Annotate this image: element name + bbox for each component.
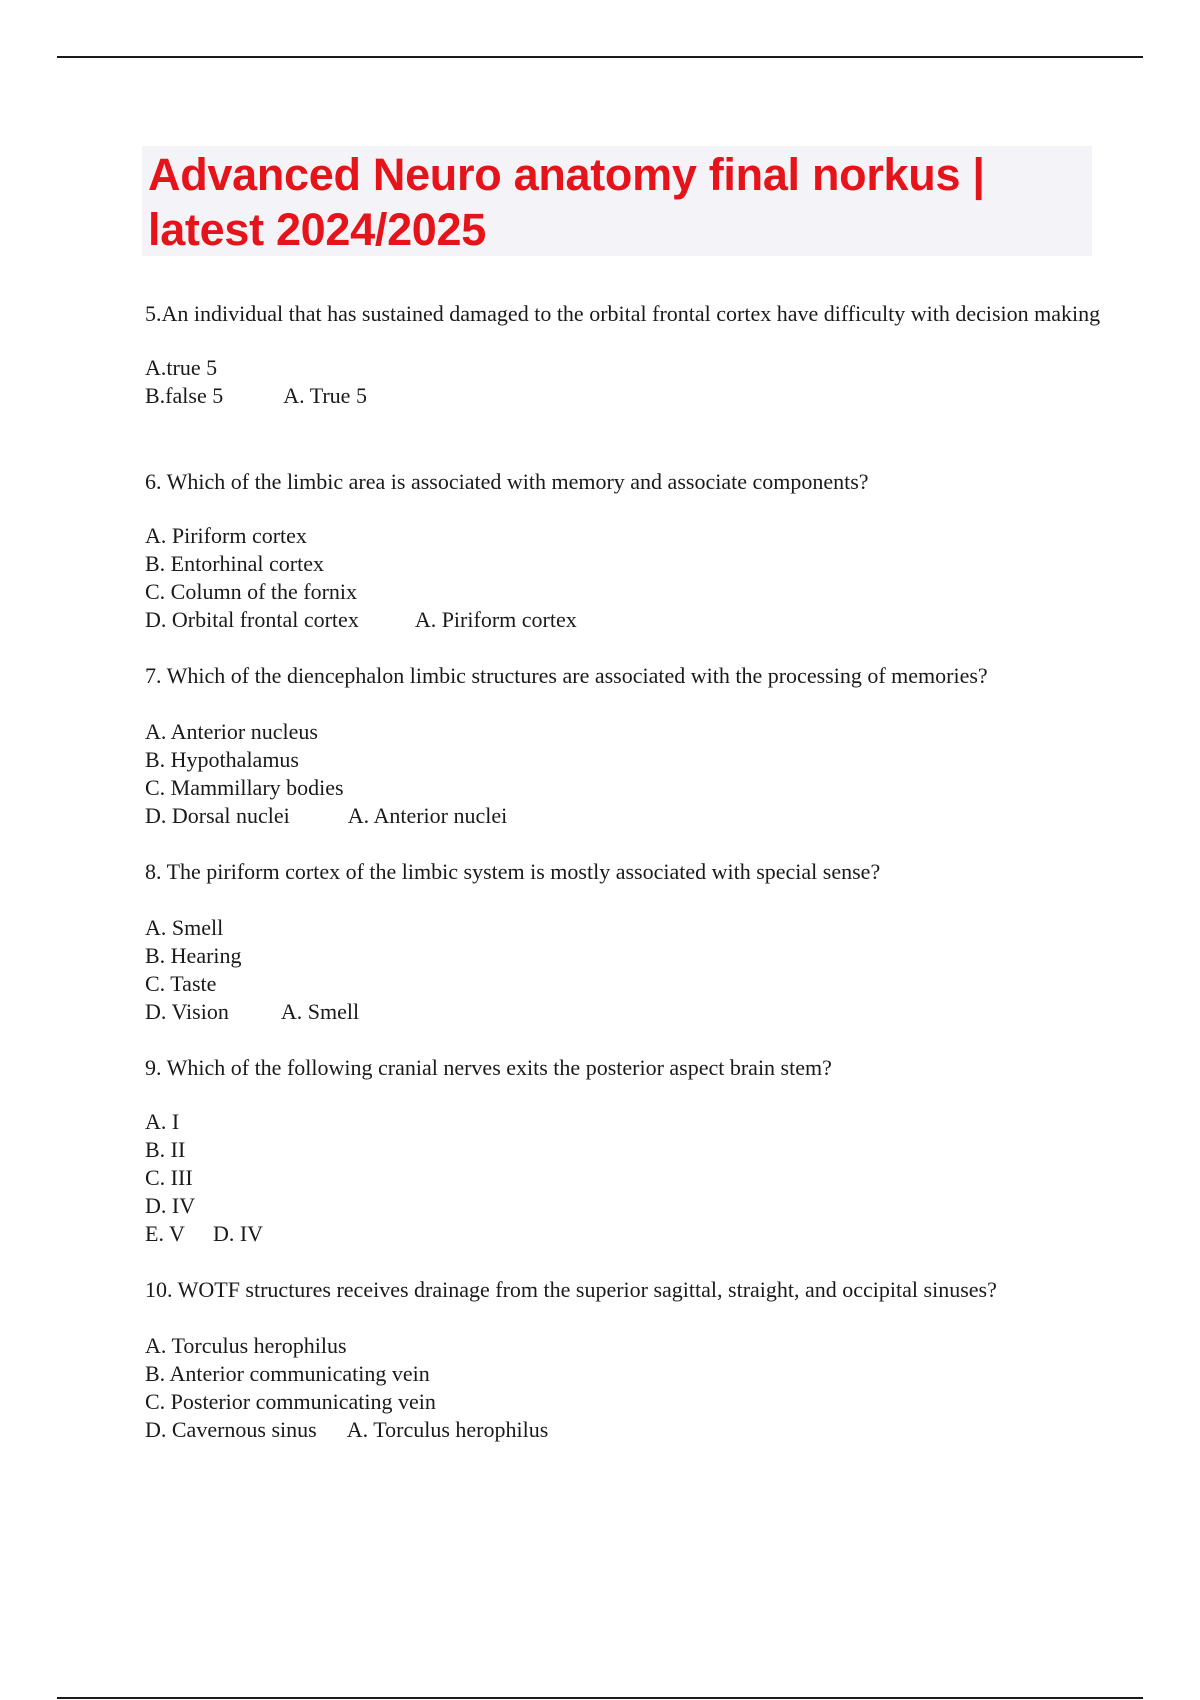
option-item: B. Hearing (145, 943, 242, 968)
option-item: C. Mammillary bodies (145, 775, 344, 800)
answer-text: A. Smell (280, 999, 360, 1024)
title-banner (142, 146, 1092, 256)
option-list (145, 914, 1105, 1026)
question-prompt: 8. The piriform cortex of the limbic system is mostly associated with special sense? (145, 859, 881, 884)
option-item: C. Taste (145, 971, 217, 996)
option-item: A. I (145, 1109, 180, 1134)
question-block (145, 300, 1105, 410)
option-item: B. Entorhinal cortex (145, 551, 325, 576)
option-text: D. Cavernous sinus (145, 1417, 317, 1442)
option-list (145, 354, 1105, 410)
footer-rule (57, 1697, 1143, 1699)
option-item: A.true 5 (145, 355, 218, 380)
option-item (145, 606, 1105, 634)
question-block (145, 1054, 1105, 1248)
question-prompt: 7. Which of the diencephalon limbic structures are associated with the processing of memories? (145, 663, 988, 688)
option-item: A. Anterior nucleus (145, 719, 318, 744)
answer-text: A. Torculus herophilus (346, 1417, 549, 1442)
option-item: B. Anterior communicating vein (145, 1361, 430, 1386)
question-prompt: 6. Which of the limbic area is associated with memory and associate components? (145, 469, 869, 494)
option-item: C. Posterior communicating vein (145, 1389, 436, 1414)
option-item (145, 998, 1105, 1026)
option-item: A. Smell (145, 915, 224, 940)
option-list (145, 1332, 1105, 1444)
option-text: D. Orbital frontal cortex (145, 607, 359, 632)
option-list (145, 522, 1105, 634)
question-prompt: 5.An individual that has sustained damaged to the orbital frontal cortex have difficulty with decision making (145, 301, 1101, 326)
question-prompt: 9. Which of the following cranial nerves exits the posterior aspect brain stem? (145, 1055, 832, 1080)
question-block (145, 468, 1105, 634)
answer-text: A. Anterior nuclei (347, 803, 508, 828)
option-item: C. III (145, 1165, 193, 1190)
option-item (145, 802, 1105, 830)
question-prompt: 10. WOTF structures receives drainage from the superior sagittal, straight, and occipital sinuses? (145, 1277, 997, 1302)
question-block (145, 858, 1105, 1026)
option-item (145, 1220, 1105, 1248)
question-block (145, 1276, 1105, 1444)
option-text: D. Dorsal nuclei (145, 803, 290, 828)
option-item (145, 382, 1105, 410)
document-title: Advanced Neuro anatomy final norkus | latest 2024/2025 (148, 149, 985, 255)
option-item: D. IV (145, 1193, 196, 1218)
question-block (145, 662, 1105, 830)
option-item: A. Torculus herophilus (145, 1333, 347, 1358)
option-text: B.false 5 (145, 383, 224, 408)
answer-text: D. IV (212, 1221, 264, 1246)
option-text: E. V (145, 1221, 185, 1246)
answer-text: A. True 5 (283, 383, 367, 408)
option-item: B. Hypothalamus (145, 747, 299, 772)
option-item: A. Piriform cortex (145, 523, 307, 548)
option-item (145, 1416, 1105, 1444)
option-item: B. II (145, 1137, 186, 1162)
option-item: C. Column of the fornix (145, 579, 358, 604)
header-rule (57, 56, 1143, 58)
option-list (145, 1108, 1105, 1248)
option-text: D. Vision (145, 999, 229, 1024)
answer-text: A. Piriform cortex (414, 607, 577, 632)
option-list (145, 718, 1105, 830)
